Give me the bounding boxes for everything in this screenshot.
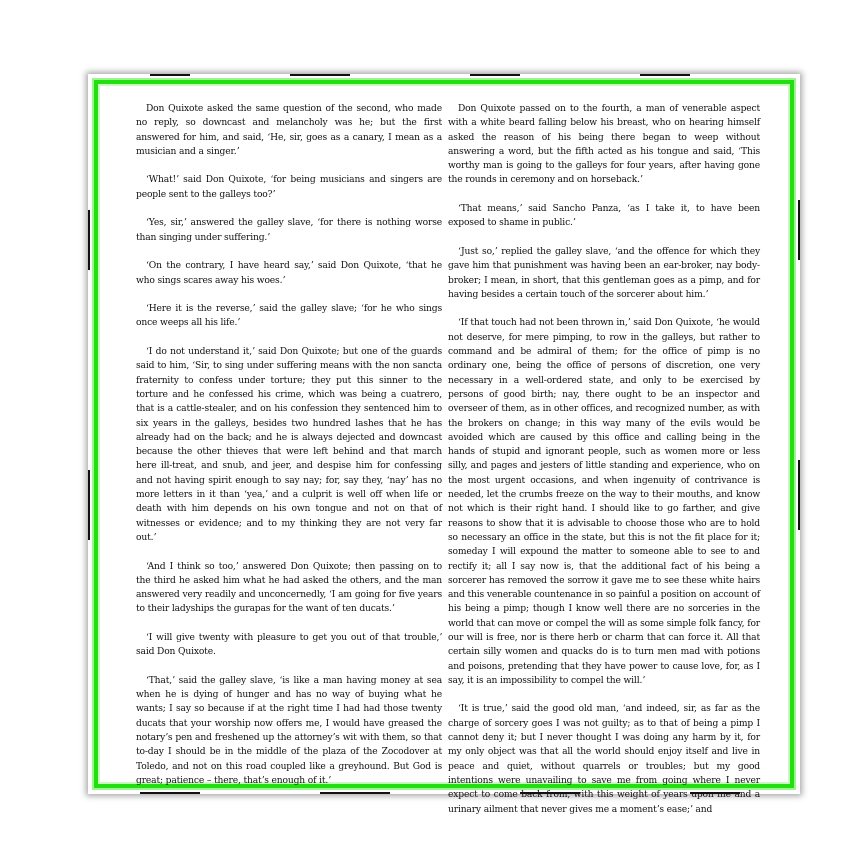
paragraph: ʻJust so,ʼ replied the galley slave, ʻand the offence for which they gave him that punishment was having been an ear-broker, nay body-broker; I mean, in short, that this gentleman goes as a pimp, and for having besides a certain touch of the sorcerer about him.ʼ [448,246,760,300]
paragraph: ʻI do not understand it,ʼ said Don Quixote; but one of the guards said to him, ʻSir, to sing under suffering means with the non sancta fraternity to confess under torture; they put this sinner to the torture and he confessed his crime, which was being a cuatrero, that is a cattle-stealer, and on his confession they sentenced him to six years in the galleys, besides two hundred lashes that he has already had on the back; and he is always dejected and downcast because the other thieves that were left behind and that march here ill-treat, and snub, and jeer, and despise him for confessing and not having spirit enough to say nay; for, say they, ʻnayʼ has no more letters in it than ʻyea,ʼ and a culprit is well off when life or death with him depends on his own tongue and not on that of witnesses or evidence; and to my thinking they are not very far out.ʼ [136,347,442,543]
frame-dash [640,74,690,76]
paragraph: ʻIt is true,ʼ said the good old man, ʻand indeed, sir, as far as the charge of sorcery goes I was not guilty; as to that of being a pimp I cannot deny it; but I never thought I was doing any harm by it, for my only object was that all the world should enjoy itself and live in peace and quiet, without quarrels or troubles; but my good intentions were unavailing to save me from going where I never expect to come back from, with this weight of years upon me and a urinary ailment that never gives me a momentʼs ease;ʼ and [448,704,760,815]
paragraph: ʻIf that touch had not been thrown in,ʼ said Don Quixote, ʻhe would not deserve, for mere pimping, to row in the galleys, but rather to command and be admiral of them; for the office of pimp is no ordinary one, being the office of persons of discretion, one very necessary in a well-ordered state, and only to be exercised by persons of good birth; nay, there ought to be an inspector and overseer of them, as in other offices, and recognized number, as with the brokers on change; in this way many of the evils would be avoided which are caused by this office and calling being in the hands of stupid and ignorant people, such as women more or less silly, and pages and jesters of little standing and experience, who on the most urgent occasions, and when ingenuity of contrivance is needed, let the crumbs freeze on the way to their mouths, and know not which is their right hand. I should like to go farther, and give reasons to show that it is advisable to choose those who are to hold so necessary an office in the state, but this is not the fit place for it; someday I will expound the matter to someone able to see to and rectify it; all I say now is, that the additional fact of his being a sorcerer has removed the sorrow it gave me to see these white hairs and this venerable countenance in so painful a position on account of his being a pimp; though I know well there are no sorceries in the world that can move or compel the will as some simple folk fancy, for our will is free, nor is there herb or charm that can force it. All that certain silly women and quacks do is to turn men mad with potions and poisons, pretending that they have power to cause love, for, as I say, it is an impossibility to compel the will.ʼ [448,318,760,686]
paragraph: ʻThat means,ʼ said Sancho Panza, ʻas I take it, to have been exposed to shame in public.ʼ [448,204,760,229]
left-text-column [136,102,442,803]
frame-dash [798,460,800,530]
paragraph: ʻThat,ʼ said the galley slave, ʻis like a man having money at sea when he is dying of hunger and has no way of buying what he wants; I say so because if at the right time I had had those twenty ducats that your worship now offers me, I would have greased the notaryʼs pen and freshened up the attorneyʼs wit with them, so that to-day I should be in the middle of the plaza of the Zocodover at Toledo, and not on this road coupled like a greyhound. But God is great; patience – there, thatʼs enough of it.ʼ [136,675,442,786]
frame-dash [290,74,350,76]
paragraph: ʻYes, sir,ʼ answered the galley slave, ʻfor there is nothing worse than singing under suffering.ʼ [136,218,442,243]
paragraph: ʻWhat!ʼ said Don Quixote, ʻfor being musicians and singers are people sent to the galleys too?ʼ [136,175,442,200]
right-text-column [448,102,760,831]
paragraph: Don Quixote passed on to the fourth, a man of venerable aspect with a white beard falling below his breast, who on hearing himself asked the reason of his being there began to weep without answering a word, but the fifth acted as his tongue and said, ʻThis worthy man is going to the galleys for four years, after having gone the rounds in ceremony and on horseback.ʼ [448,104,760,186]
frame-dash [150,74,190,76]
paragraph: ʻOn the contrary, I have heard say,ʼ said Don Quixote, ʻthat he who sings scares away his woes.ʼ [136,261,442,286]
paragraph: ʻHere it is the reverse,ʼ said the galley slave; ʻfor he who sings once weeps all his life.ʼ [136,304,442,329]
paragraph: ʻI will give twenty with pleasure to get you out of that trouble,ʼ said Don Quixote. [136,632,442,658]
paragraph: ʻAnd I think so too,ʼ answered Don Quixote; then passing on to the third he asked him what he had asked the others, and the man answered very readily and unconcernedly, ʻI am going for five years to their ladyships the gurapas for the want of ten ducats.ʼ [136,561,442,615]
frame-dash [88,470,90,540]
frame-dash [798,200,800,260]
frame-dash [88,210,90,270]
frame-dash [470,74,520,76]
paragraph: Don Quixote asked the same question of the second, who made no reply, so downcast and melancholy was he; but the first answered for him, and said, ʻHe, sir, goes as a canary, I mean as a musician and a singer.ʼ [136,104,442,157]
